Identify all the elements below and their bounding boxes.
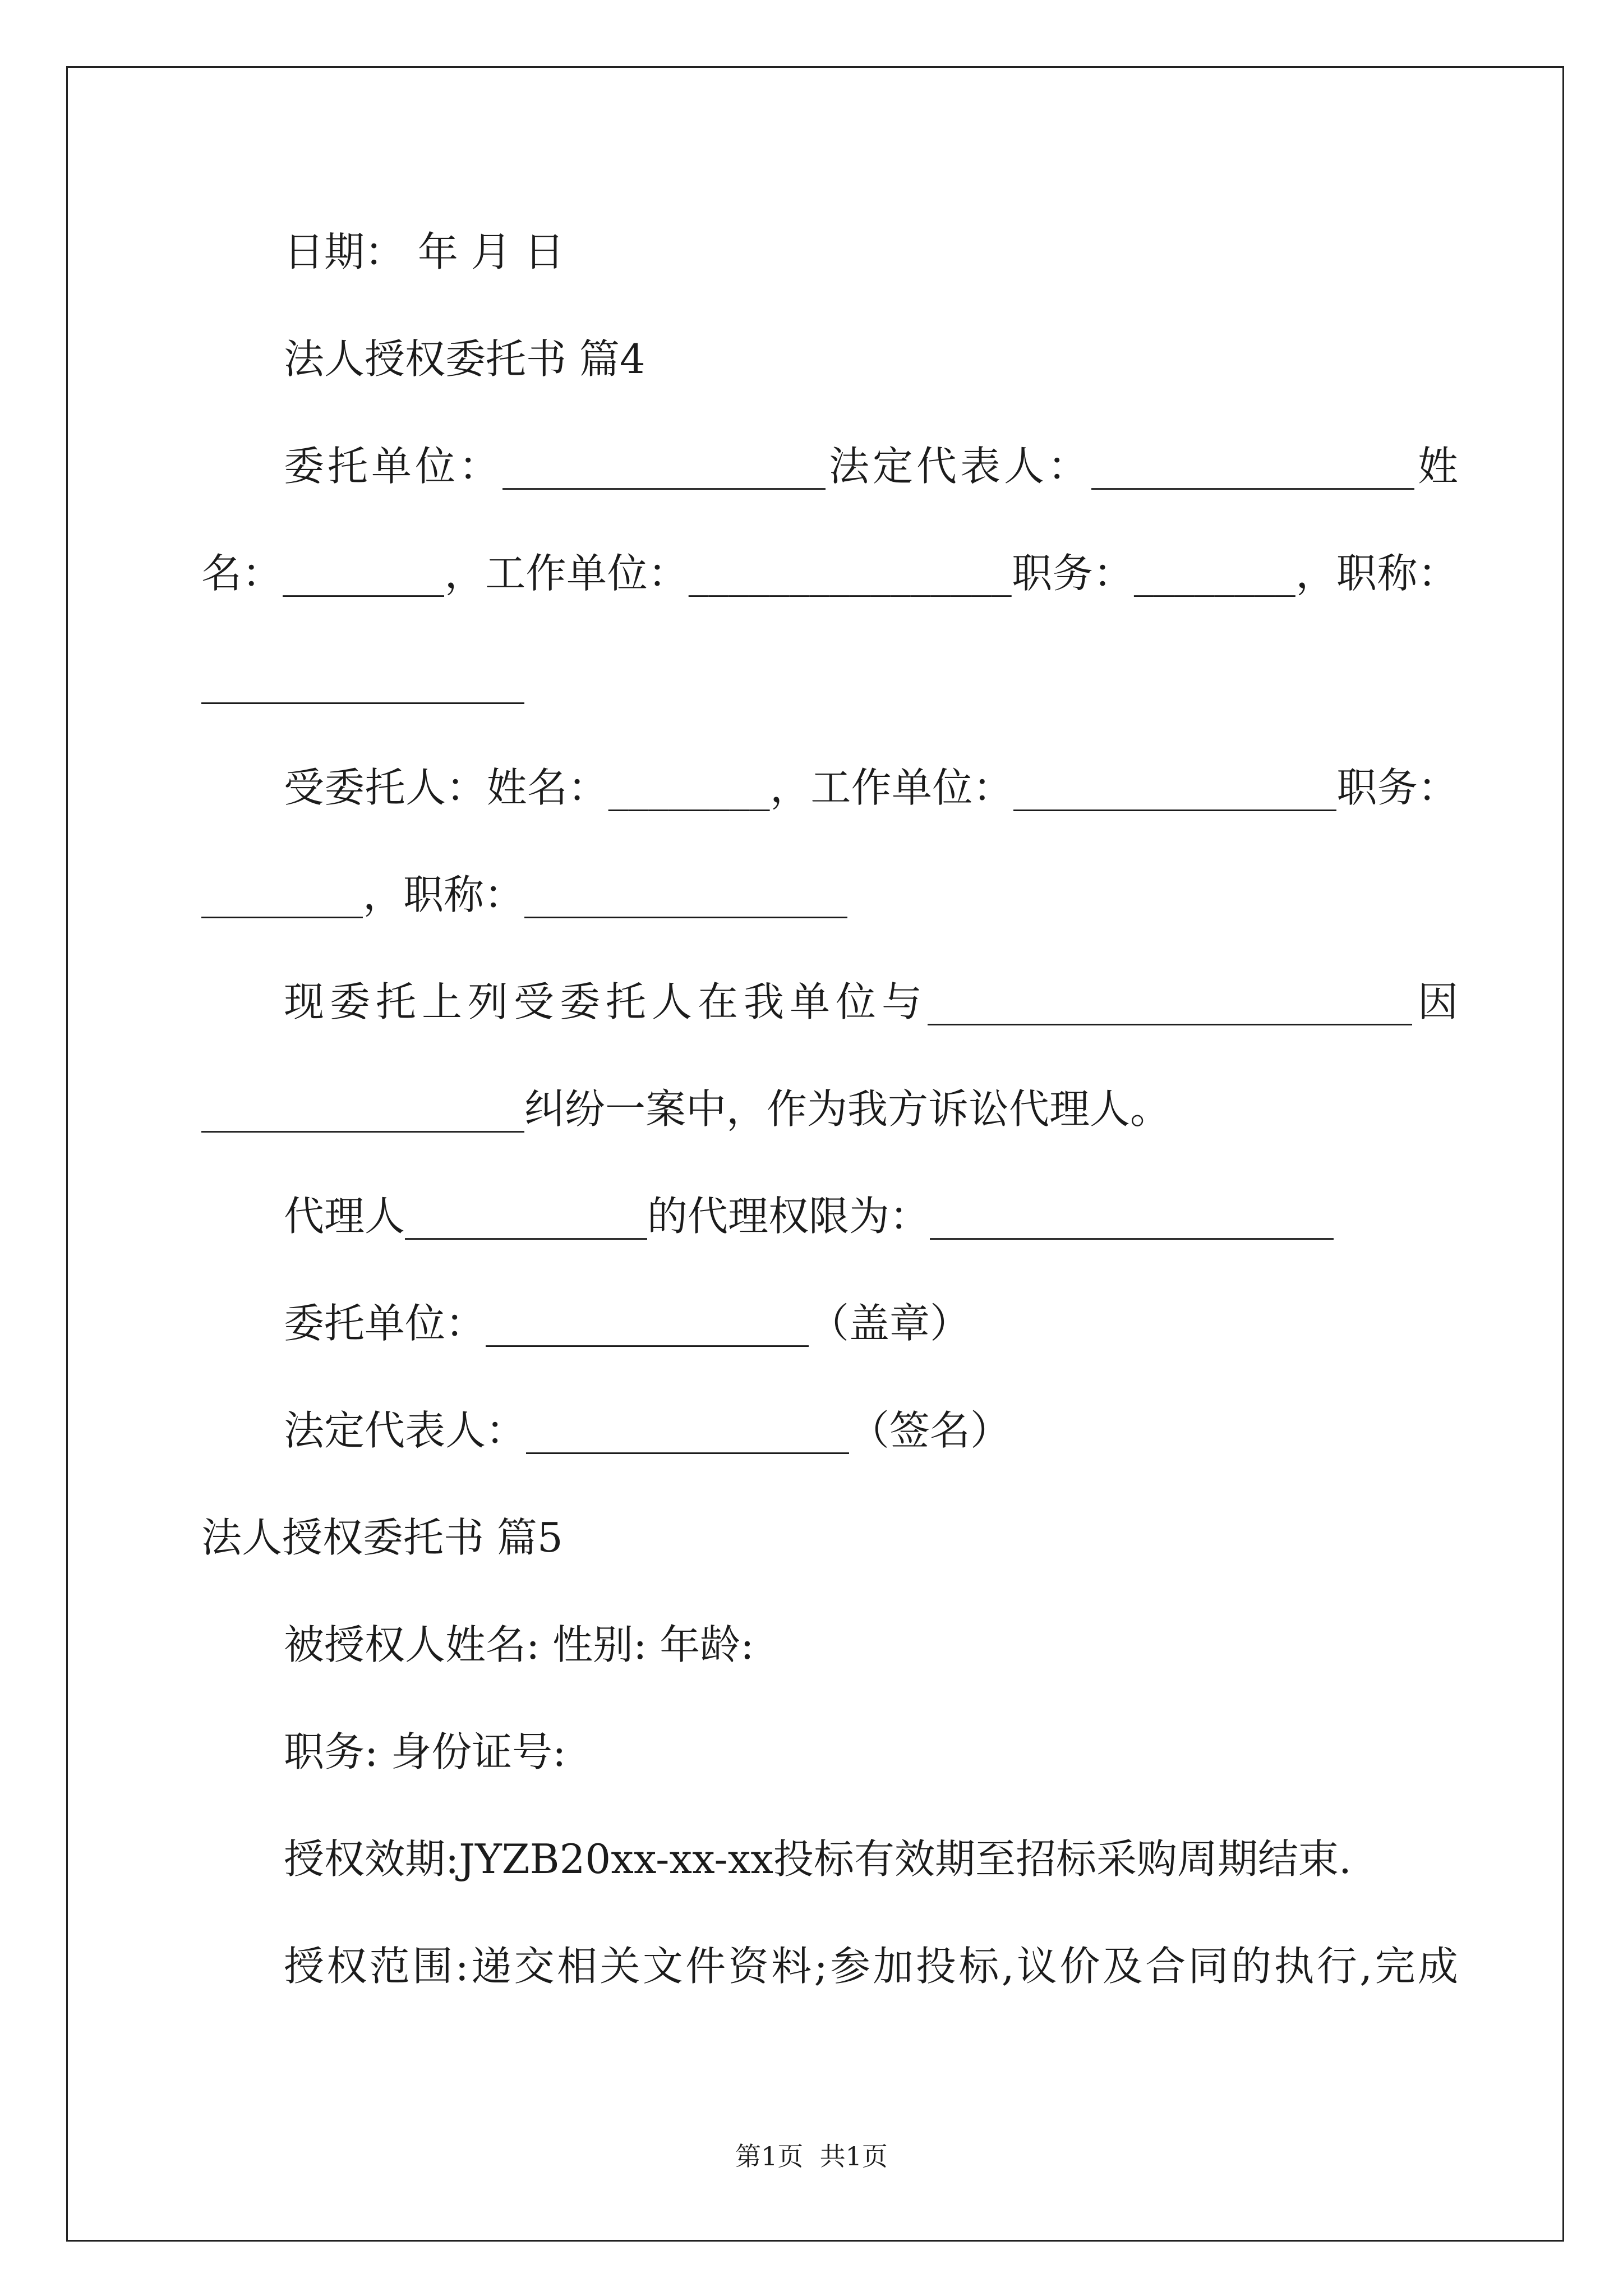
section-title-5: 法人授权委托书 篇5: [201, 1514, 563, 1561]
date-line: 日期： 年 月 日: [284, 228, 565, 275]
section-title-4: 法人授权委托书 篇4: [284, 335, 645, 383]
entrustment-statement-line: 现委托上列受委托人在我单位与________________________因: [284, 978, 1458, 1025]
page-footer: 第1页 共1页: [735, 2141, 888, 2171]
agent-details-line: 受委托人：姓名：________，工作单位：________________职务：: [284, 764, 1458, 811]
authorization-scope-line: 授权范围:递交相关文件资料;参加投标,议价及合同的执行,完成: [284, 1943, 1458, 1990]
client-unit-seal-line: 委托单位：________________（盖章）: [284, 1300, 971, 1347]
client-unit-line: 委托单位：________________法定代表人：________________姓: [284, 443, 1458, 490]
representative-signature-line: 法定代表人：________________（签名）: [284, 1407, 1011, 1454]
agent-authority-line: 代理人____________的代理权限为：____________________: [284, 1193, 1334, 1240]
position-id-line: 职务: 身份证号:: [284, 1728, 566, 1775]
entrustment-statement-continued-line: ________________纠纷一案中，作为我方诉讼代理人。: [201, 1085, 1171, 1133]
authorized-person-line: 被授权人姓名: 性别: 年龄:: [284, 1621, 754, 1668]
representative-details-line: 名：________，工作单位：________________职务：________，职称：: [201, 550, 1458, 597]
agent-title-line: ________，职称：________________: [201, 871, 848, 918]
authorization-period-line: 授权效期:JYZB20xx-xx-xx投标有效期至招标采购周期结束.: [284, 1835, 1352, 1883]
representative-title-blank-line: ________________: [201, 657, 524, 704]
document-body: [0, 199, 1623, 2020]
